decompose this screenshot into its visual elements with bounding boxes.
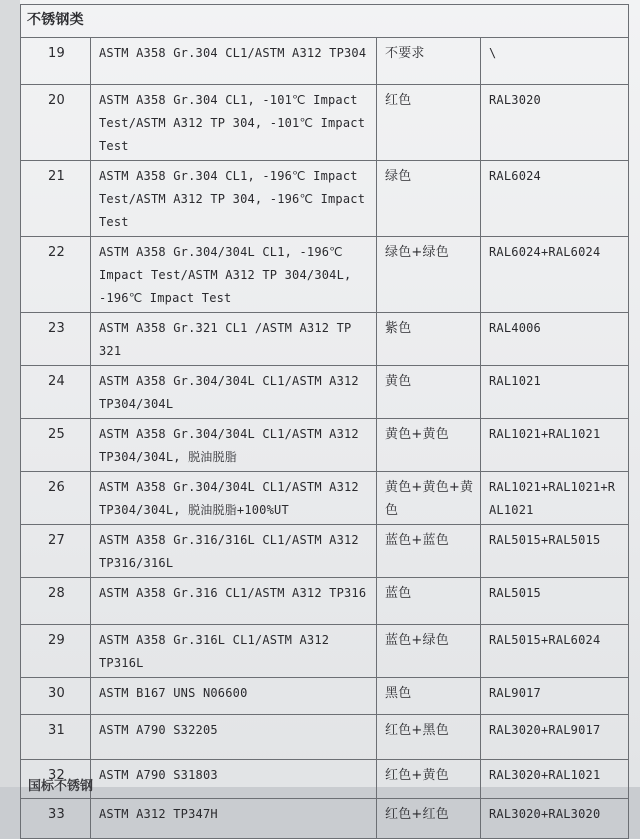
table-row [21,799,629,839]
material-spec: ASTM A358 Gr.316L CL1/ASTM A312 TP316L [91,625,377,678]
material-spec: ASTM A358 Gr.304 CL1, -196℃ Impact Test/ASTM A312 TP 304, -196℃ Impact Test [91,161,377,237]
material-spec: ASTM B167 UNS N06600 [91,678,377,715]
color-code: 蓝色 [377,578,481,625]
row-number: 20 [21,85,91,161]
color-code: 不要求 [377,38,481,85]
material-spec: ASTM A358 Gr.304/304L CL1/ASTM A312 TP304/304L [91,366,377,419]
row-number: 21 [21,161,91,237]
section-header-row [21,5,629,38]
table-row [21,85,629,161]
color-code: 蓝色+蓝色 [377,525,481,578]
row-number: 27 [21,525,91,578]
table-row [21,678,629,715]
ral-code: \ [481,38,629,85]
ral-code: RAL3020+RAL9017 [481,715,629,760]
table-row [21,715,629,760]
material-spec: ASTM A358 Gr.304 CL1, -101℃ Impact Test/ASTM A312 TP 304, -101℃ Impact Test [91,85,377,161]
color-code: 红色+红色 [377,799,481,839]
row-number: 25 [21,419,91,472]
row-number: 28 [21,578,91,625]
table-row [21,578,629,625]
color-code: 黄色 [377,366,481,419]
ral-code: RAL5015 [481,578,629,625]
color-code: 红色+黑色 [377,715,481,760]
table-row [21,313,629,366]
row-number: 31 [21,715,91,760]
material-spec: ASTM A358 Gr.321 CL1 /ASTM A312 TP 321 [91,313,377,366]
material-spec: ASTM A790 S31803 [91,760,377,799]
color-code: 蓝色+绿色 [377,625,481,678]
row-number: 23 [21,313,91,366]
table-row [21,38,629,85]
row-number: 26 [21,472,91,525]
section-title: 不锈钢类 [21,5,629,38]
table-row [21,760,629,799]
table-row [21,366,629,419]
material-spec: ASTM A358 Gr.304 CL1/ASTM A312 TP304 [91,38,377,85]
table-row [21,525,629,578]
material-spec: ASTM A358 Gr.304/304L CL1/ASTM A312 TP304/304L, 脱油脱脂+100%UT [91,472,377,525]
table-row [21,419,629,472]
table-row [21,161,629,237]
table-row [21,625,629,678]
ral-code: RAL3020+RAL1021 [481,760,629,799]
table-row [21,472,629,525]
ral-code: RAL6024+RAL6024 [481,237,629,313]
color-code: 黄色+黄色+黄色 [377,472,481,525]
page-left-edge [0,0,20,787]
color-code: 黑色 [377,678,481,715]
row-number: 29 [21,625,91,678]
row-number: 32 [21,760,91,799]
color-code: 紫色 [377,313,481,366]
material-spec: ASTM A358 Gr.316/316L CL1/ASTM A312 TP316/316L [91,525,377,578]
material-spec: ASTM A358 Gr.304/304L CL1/ASTM A312 TP304/304L, 脱油脱脂 [91,419,377,472]
ral-code: RAL9017 [481,678,629,715]
row-number: 30 [21,678,91,715]
color-code: 绿色+绿色 [377,237,481,313]
row-number: 24 [21,366,91,419]
color-code-table [20,4,629,839]
color-code: 黄色+黄色 [377,419,481,472]
row-number: 19 [21,38,91,85]
ral-code: RAL3020+RAL3020 [481,799,629,839]
material-spec: ASTM A358 Gr.304/304L CL1, -196℃ Impact Test/ASTM A312 TP 304/304L, -196℃ Impact Test [91,237,377,313]
material-spec: ASTM A790 S32205 [91,715,377,760]
row-number: 22 [21,237,91,313]
footer-section-title: 国标不锈钢 [28,779,94,794]
ral-code: RAL4006 [481,313,629,366]
ral-code: RAL5015+RAL5015 [481,525,629,578]
table-body [21,5,629,839]
color-code: 红色+黄色 [377,760,481,799]
ral-code: RAL5015+RAL6024 [481,625,629,678]
row-number: 33 [21,799,91,839]
ral-code: RAL3020 [481,85,629,161]
material-spec: ASTM A358 Gr.316 CL1/ASTM A312 TP316 [91,578,377,625]
ral-code: RAL1021 [481,366,629,419]
color-code: 红色 [377,85,481,161]
ral-code: RAL1021+RAL1021 [481,419,629,472]
material-spec: ASTM A312 TP347H [91,799,377,839]
ral-code: RAL6024 [481,161,629,237]
color-code: 绿色 [377,161,481,237]
ral-code: RAL1021+RAL1021+RAL1021 [481,472,629,525]
table-row [21,237,629,313]
